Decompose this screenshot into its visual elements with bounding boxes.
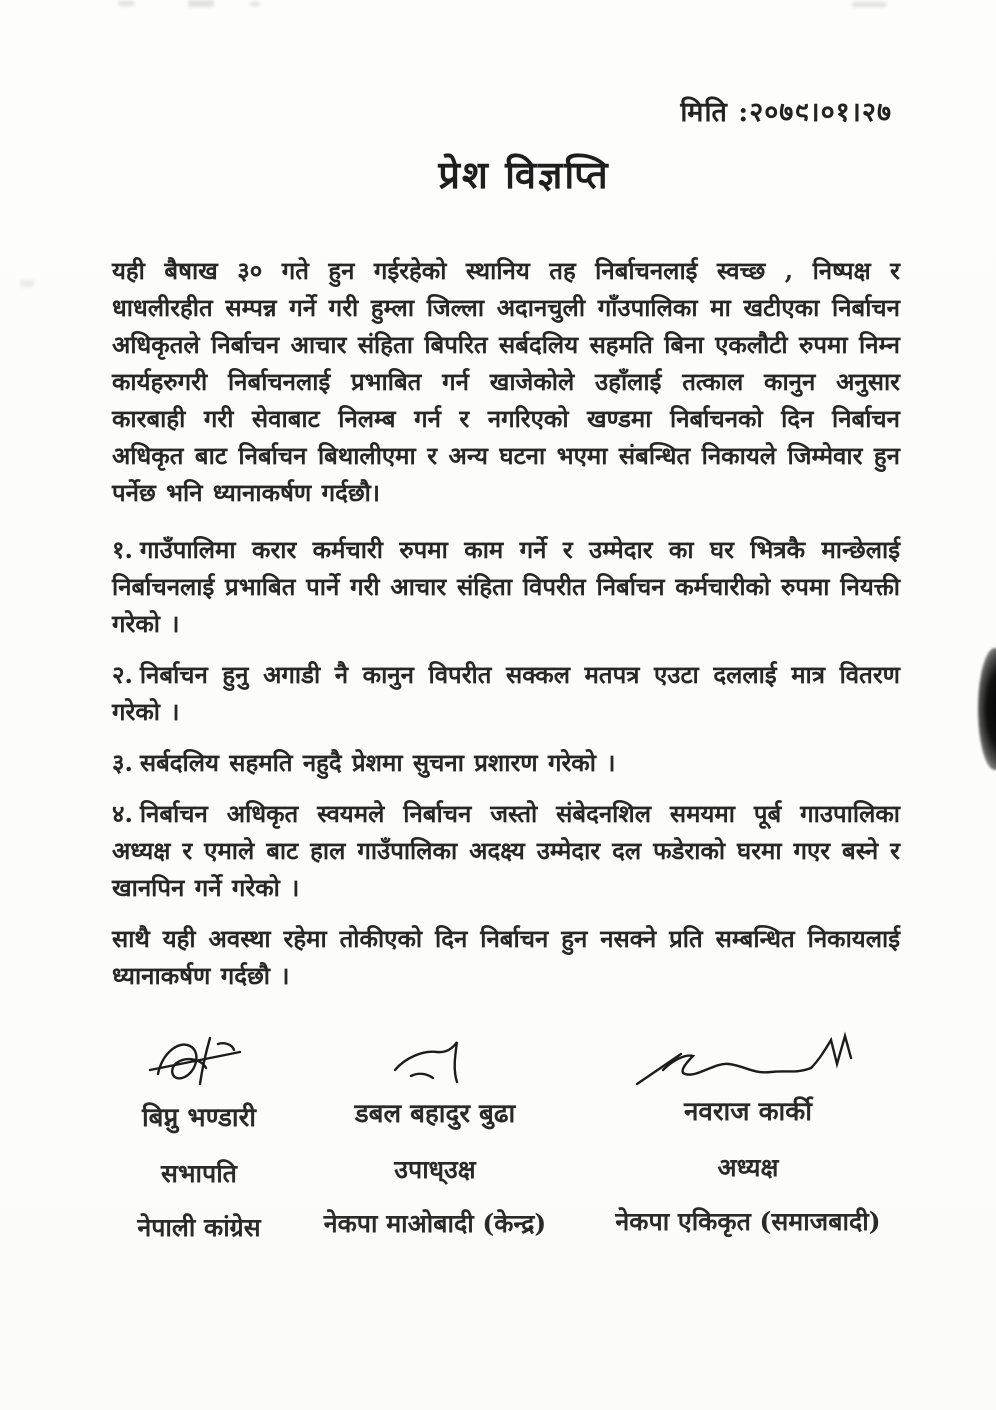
signatory-name: नवराज कार्की (683, 1097, 812, 1127)
scan-artifact (20, 280, 34, 287)
document-body (112, 252, 900, 994)
signatory-name: डबल बहादुर बुढा (354, 1099, 516, 1129)
point-1 (112, 531, 900, 642)
point-2-text: निर्बाचन हुनु अगाडी नै कानुन विपरीत सक्कल मतपत्र एउटा दललाई मात्र वितरण गरेको । (112, 660, 900, 726)
page-title: प्रेश विज्ञप्ति (438, 152, 610, 197)
point-3-number: ३. (112, 748, 133, 777)
signatory-role: अध्यक्ष (717, 1153, 779, 1182)
signatory-block-2 (300, 1040, 570, 1240)
signatory-party: नेकपा एकिकृत (समाजबादी) (615, 1207, 881, 1236)
signatory-name: बिप्नु भण्डारी (141, 1103, 257, 1133)
scan-artifact (188, 0, 214, 7)
signatory-role: उपाध्उक्ष (394, 1155, 476, 1184)
point-1-number: १. (112, 535, 133, 564)
scan-artifact (118, 1, 134, 6)
point-3-text: सर्बदलिय सहमति नहुदै प्रेशमा सुचना प्रशारण गरेको । (139, 748, 616, 777)
point-4-number: ४. (112, 799, 133, 828)
point-2 (112, 656, 900, 730)
scan-artifact (852, 2, 886, 7)
date-line: मिति :२०७९।०१।२७ (680, 97, 892, 128)
point-2-number: २. (112, 660, 133, 689)
signatory-party: नेपाली कांग्रेस (137, 1213, 261, 1242)
signature-icon (144, 1034, 254, 1096)
scan-smudge (978, 648, 996, 770)
signatory-block-3 (588, 1030, 908, 1238)
intro-paragraph: यही बैषाख ३० गते हुन गईरहेको स्थानिय तह निर्बाचनलाई स्वच्छ , निष्पक्ष र धाधलीरहीत सम्पन्न गर्ने गरी हुम्ला जिल्ला अदानचुली गाँउपालिका मा खटीएका निर्बाचन अधिकृतले निर्बाचन आचार संहिता बिपरित सर्बदलिय सहमति बिना एकलौटी रुपमा निम्न कार्यहरुगरी निर्बाचनलाई प्रभाबित गर्न खाजेकोले उहाँलाई तत्काल कानुन अनुसार कारबाही गरी सेवाबाट निलम्ब गर्न र नगरिएको खण्डमा निर्बाचनको दिन निर्बाचन अधिकृत बाट निर्बाचन बिथालीएमा र अन्य घटना भएमा संबन्धित निकायले जिम्मेवार हुन पर्नेछ भनि ध्यानाकर्षण गर्दछौ। (112, 256, 900, 507)
signatory-role: सभापति (161, 1159, 237, 1188)
signature-icon (385, 1040, 485, 1092)
signature-icon (633, 1030, 863, 1090)
scan-artifact (250, 2, 260, 6)
signatory-block-1 (84, 1034, 314, 1244)
point-3 (112, 744, 900, 781)
point-4 (112, 795, 900, 906)
point-4-text: निर्बाचन अधिकृत स्वयमले निर्बाचन जस्तो संबेदनशिल समयमा पूर्ब गाउपालिका अध्यक्ष र एमाले बाट हाल गाउँपालिका अदक्ष्य उम्मेदार दल फडेराको घरमा गएर बस्ने र खानपिन गर्ने गरेको । (112, 799, 900, 902)
closing-paragraph: साथै यही अवस्था रहेमा तोकीएको दिन निर्बाचन हुन नसक्ने प्रति सम्बन्धित निकायलाई ध्यानाकर्षण गर्दछौ । (112, 924, 900, 990)
point-1-text: गाउँपालिमा करार कर्मचारी रुपमा काम गर्ने र उम्मेदार का घर भित्रकै मान्छेलाई निर्बाचनलाई प्रभाबित पार्ने गरी आचार संहिता विपरीत निर्बाचन कर्मचारीको रुपमा नियक्ती गरेको । (112, 535, 900, 638)
signatory-party: नेकपा माओबादी (केन्द्र) (323, 1209, 547, 1238)
